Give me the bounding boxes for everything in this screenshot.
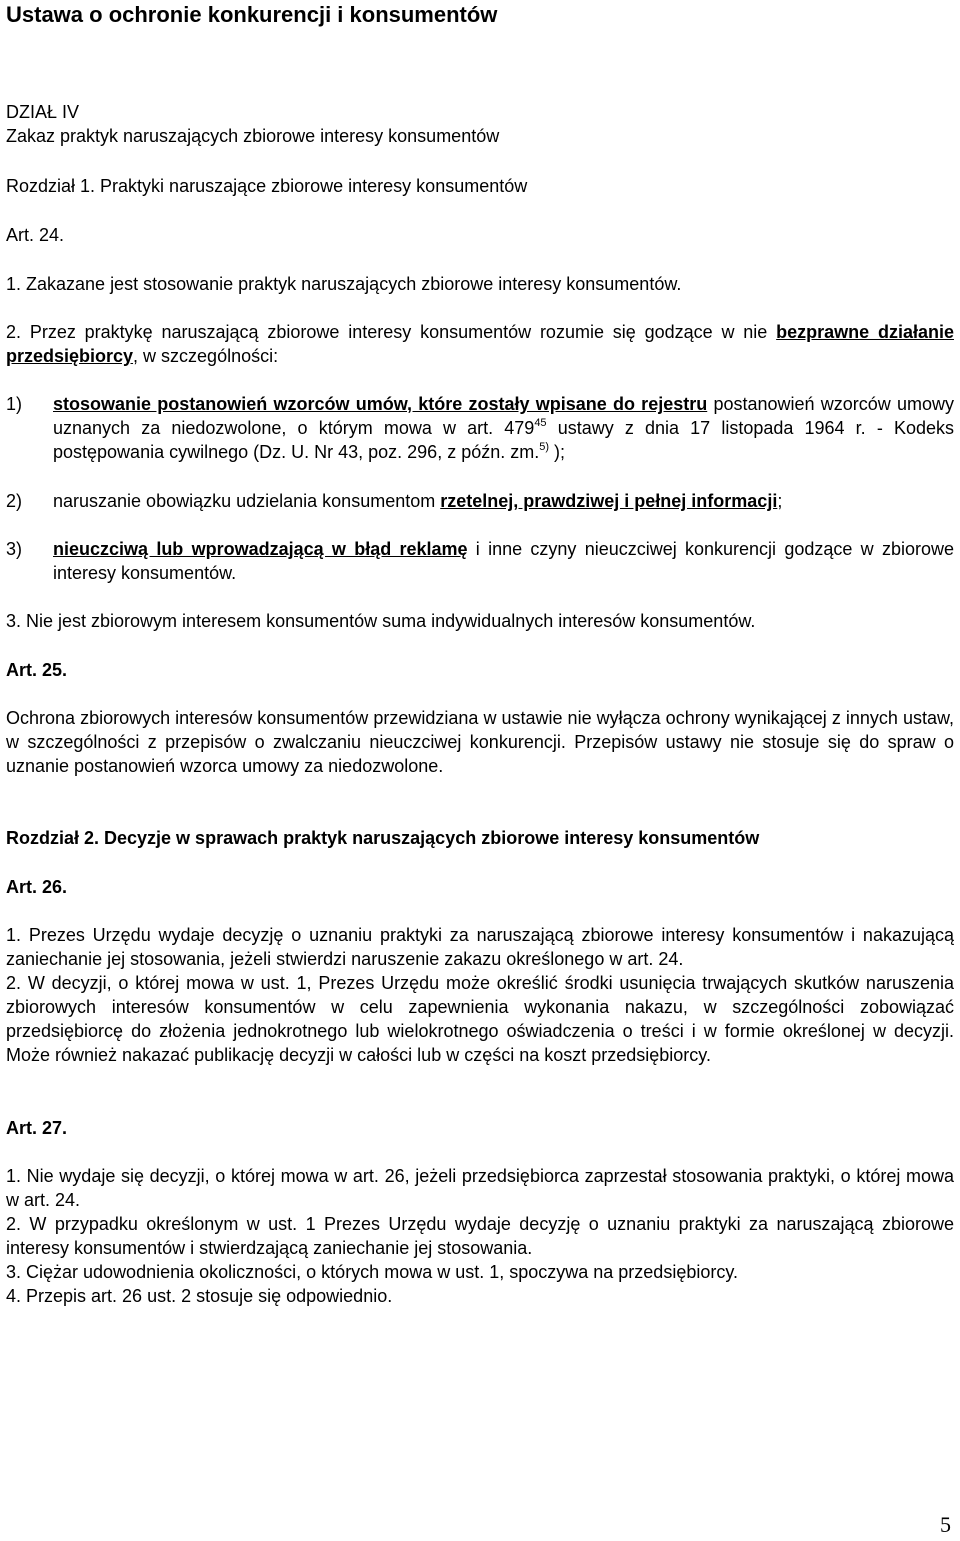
art-26-paragraph-2: 2. W decyzji, o której mowa w ust. 1, Prezes Urzędu może określić środki usunięcia trwających skutków naruszenia zbiorowych interesów konsumentów w celu zapewnienia wykonania nakazu, w szczególności zobowiązać przedsiębiorcę do złożenia jednokrotnego lub wielokrotnego oświadczenia o treści i w formie określonej w decyzji. Może również nakazać publikację decyzji w całości lub w części na koszt przedsiębiorcy. bbox=[6, 973, 954, 1065]
art-24-p2-text: 2. Przez praktykę naruszającą zbiorowe interesy konsumentów rozumie się godzące w nie bbox=[6, 322, 777, 342]
list-item-emphasis: stosowanie postanowień wzorców umów, które zostały wpisane do rejestru bbox=[53, 394, 708, 414]
list-item bbox=[6, 489, 954, 513]
art-27-paragraph-3: 3. Ciężar udowodnienia okoliczności, o których mowa w ust. 1, spoczywa na przedsiębiorcy. bbox=[6, 1262, 739, 1282]
rozdzial-1-title: Rozdział 1. Praktyki naruszające zbiorowe interesy konsumentów bbox=[6, 176, 528, 196]
art-27-paragraph-4: 4. Przepis art. 26 ust. 2 stosuje się odpowiednio. bbox=[6, 1286, 393, 1306]
art-27-heading: Art. 27. bbox=[6, 1118, 68, 1138]
art-24-paragraph-3: 3. Nie jest zbiorowym interesem konsumentów suma indywidualnych interesów konsumentów. bbox=[6, 611, 756, 631]
art-24-paragraph-2 bbox=[6, 320, 954, 368]
art-24-heading: Art. 24. bbox=[6, 225, 65, 245]
dzial-title: Zakaz praktyk naruszających zbiorowe interesy konsumentów bbox=[6, 126, 500, 146]
art-26-paragraph-1: 1. Prezes Urzędu wydaje decyzję o uznaniu praktyki za naruszającą zbiorowe interesy konsumentów i nakazującą zaniechanie jej stosowania, jeżeli stwierdzi naruszenie zakazu określonego w art. 24. bbox=[6, 925, 954, 969]
list-item-number: 1) bbox=[6, 394, 23, 414]
list-item-number: 3) bbox=[6, 539, 23, 559]
page-number: 5 bbox=[940, 1512, 951, 1537]
list-item bbox=[6, 537, 954, 585]
art-27-paragraph-1: 1. Nie wydaje się decyzji, o której mowa w art. 26, jeżeli przedsiębiorca zaprzestał stosowania praktyki, o której mowa w art. 24. bbox=[6, 1166, 954, 1210]
art-24-paragraph-1: 1. Zakazane jest stosowanie praktyk naruszających zbiorowe interesy konsumentów. bbox=[6, 274, 682, 294]
art-24-p2-end: , w szczególności: bbox=[133, 346, 279, 366]
art-25-text: Ochrona zbiorowych interesów konsumentów przewidziana w ustawie nie wyłącza ochrony wynikającej z innych ustaw, w szczególności z przepisów o zwalczaniu nieuczciwej konkurencji. Przepisów ustawy nie stosuje się do spraw o uznanie postanowień wzorca umowy za niedozwolone. bbox=[6, 708, 954, 776]
list-item-text: ustawy z dnia 17 listopada 1964 r. - Kodeks postępowania cywilnego (Dz. U. Nr 43, poz. 296, z późn. zm. bbox=[53, 418, 954, 462]
dzial-label: DZIAŁ IV bbox=[6, 102, 80, 122]
list-item-text: ; bbox=[777, 491, 783, 511]
art-27-paragraph-2: 2. W przypadku określonym w ust. 1 Prezes Urzędu wydaje decyzję o uznaniu praktyki za naruszającą zbiorowe interesy konsumentów i stwierdzającą zaniechanie jej stosowania. bbox=[6, 1214, 954, 1258]
list-item-emphasis: rzetelnej, prawdziwej i pełnej informacji bbox=[440, 491, 778, 511]
list-item-text: ); bbox=[549, 442, 566, 462]
footnote-superscript: 45 bbox=[534, 417, 547, 429]
art-26-heading: Art. 26. bbox=[6, 877, 68, 897]
art-25-heading: Art. 25. bbox=[6, 660, 68, 680]
list-item-text: naruszanie obowiązku udzielania konsumentom bbox=[53, 491, 441, 511]
list-item bbox=[6, 392, 954, 464]
art-24-p2-emphasis: bezprawne działanie przedsiębiorcy bbox=[6, 322, 954, 366]
footnote-reference: 5) bbox=[539, 441, 550, 453]
list-item-number: 2) bbox=[6, 491, 23, 511]
list-item-emphasis: nieuczciwą lub wprowadzającą w błąd reklamę bbox=[53, 539, 468, 559]
rozdzial-2-title: Rozdział 2. Decyzje w sprawach praktyk naruszających zbiorowe interesy konsumentów bbox=[6, 828, 760, 848]
list-item-text: postanowień wzorców umowy uznanych za niedozwolone, o którym mowa w art. 479 bbox=[53, 394, 955, 438]
list-item-text: i inne czyny nieuczciwej konkurencji godzące w zbiorowe interesy konsumentów. bbox=[53, 539, 954, 583]
document-title: Ustawa o ochronie konkurencji i konsumentów bbox=[6, 2, 498, 27]
